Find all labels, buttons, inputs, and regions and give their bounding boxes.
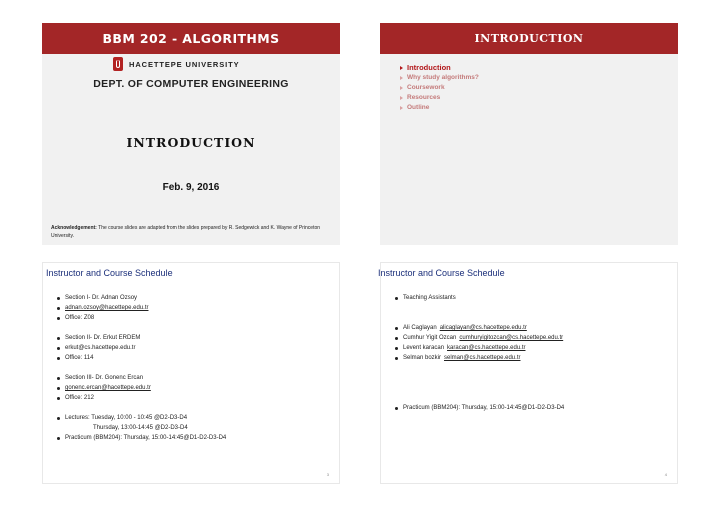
bullet-icon <box>395 327 398 330</box>
assistant-list <box>395 293 564 413</box>
bullet-icon <box>395 357 398 360</box>
acknowledgement-text: The course slides are adapted from the slides prepared by R. Sedgewick and K. Wayne of Princeton University. <box>51 225 321 239</box>
slide-title: INTRODUCTION <box>474 32 584 45</box>
outline-item: Introduction <box>400 63 479 73</box>
spacer <box>395 303 564 313</box>
instructor-list <box>57 293 226 443</box>
title-bar <box>380 23 678 54</box>
list-item <box>57 383 226 393</box>
bullet-icon <box>57 307 60 310</box>
list-item: Section I- Dr. Adnan Ozsoy <box>57 293 226 303</box>
email-text: erkut@cs.hacettepe.edu.tr <box>65 345 136 351</box>
spacer <box>57 403 226 413</box>
bullet-icon <box>57 347 60 350</box>
page-number: 4 <box>664 472 667 477</box>
bullet-icon <box>57 437 60 440</box>
title-slide <box>42 23 340 245</box>
bullet-icon <box>57 317 60 320</box>
outline-item: Outline <box>400 103 479 113</box>
bullet-icon <box>57 377 60 380</box>
list-item: Practicum (BBM204): Thursday, 15:00-14:45@D1-D2-D3-D4 <box>395 403 564 413</box>
email-link[interactable]: adnan.ozsoy@hacettepe.edu.tr <box>65 305 149 311</box>
triangle-bullet-icon <box>400 96 403 100</box>
list-item: Section III- Dr. Gonenc Ercan <box>57 373 226 383</box>
list-item: Thursday, 13:00-14:45 @D2-D3-D4 <box>93 425 188 431</box>
outline-list <box>400 63 479 113</box>
slide-heading: Instructor and Course Schedule <box>378 268 505 278</box>
triangle-bullet-icon <box>400 76 403 80</box>
page-number: 3 <box>326 472 329 477</box>
list-item: Office: 114 <box>57 353 226 363</box>
spacer <box>395 393 564 403</box>
bullet-icon <box>395 407 398 410</box>
bullet-icon <box>395 337 398 340</box>
spacer <box>395 373 564 383</box>
spacer <box>395 313 564 323</box>
bullet-icon <box>57 397 60 400</box>
department-name: DEPT. OF COMPUTER ENGINEERING <box>93 78 289 90</box>
email-link[interactable]: cumhuryigitozcan@cs.hacettepe.edu.tr <box>459 335 564 341</box>
lecture-date: Feb. 9, 2016 <box>162 182 220 193</box>
list-item: Office: Z08 <box>57 313 226 323</box>
list-item <box>57 303 226 313</box>
outline-item: Why study algorithms? <box>400 73 479 83</box>
list-item: Lectures: Tuesday, 10:00 - 10:45 @D2-D3-D4 <box>57 413 226 423</box>
list-item: Levent karacan karacan@cs.hacettepe.edu.tr <box>395 343 564 353</box>
email-link[interactable]: alicaglayan@cs.hacettepe.edu.tr <box>439 325 527 331</box>
acknowledgement-label: Acknowledgement: <box>51 225 97 231</box>
outline-slide <box>380 23 678 245</box>
bullet-icon <box>57 387 60 390</box>
spacer <box>57 363 226 373</box>
bullet-icon <box>57 417 60 420</box>
bullet-icon <box>395 297 398 300</box>
email-link[interactable]: selman@cs.hacettepe.edu.tr <box>444 355 521 361</box>
list-item: Cumhur Yigit Ozcan cumhuryigitozcan@cs.hacettepe.edu.tr <box>395 333 564 343</box>
assistants-slide <box>380 262 678 484</box>
triangle-bullet-icon <box>400 86 403 90</box>
list-item: Section II- Dr. Erkut ERDEM <box>57 333 226 343</box>
spacer <box>57 323 226 333</box>
acknowledgement <box>51 224 331 240</box>
bullet-icon <box>57 297 60 300</box>
spacer <box>395 363 564 373</box>
list-item: Practicum (BBM204): Thursday, 15:00-14:45@D1-D2-D3-D4 <box>57 433 226 443</box>
email-link[interactable]: karacan@cs.hacettepe.edu.tr <box>447 345 526 351</box>
list-item: Ali Caglayan alicaglayan@cs.hacettepe.edu.tr <box>395 323 564 333</box>
university-logo-icon <box>113 57 123 71</box>
triangle-bullet-icon <box>400 66 403 70</box>
outline-item: Coursework <box>400 83 479 93</box>
bullet-icon <box>57 357 60 360</box>
instructors-slide <box>42 262 340 484</box>
triangle-bullet-icon <box>400 106 403 110</box>
course-title: BBM 202 - ALGORITHMS <box>102 31 280 46</box>
bullet-icon <box>57 337 60 340</box>
lecture-topic: INTRODUCTION <box>126 135 256 150</box>
list-item: Selman bozkir selman@cs.hacettepe.edu.tr <box>395 353 564 363</box>
list-item: Office: 212 <box>57 393 226 403</box>
spacer <box>395 383 564 393</box>
slide-heading: Instructor and Course Schedule <box>46 268 173 278</box>
outline-item: Resources <box>400 93 479 103</box>
list-item <box>57 343 226 353</box>
bullet-icon <box>395 347 398 350</box>
university-logo <box>113 57 240 71</box>
email-link[interactable]: gonenc.ercan@hacettepe.edu.tr <box>65 385 151 391</box>
list-item: Teaching Assistants <box>395 293 564 303</box>
title-bar <box>42 23 340 54</box>
university-name: HACETTEPE UNIVERSITY <box>129 59 240 69</box>
